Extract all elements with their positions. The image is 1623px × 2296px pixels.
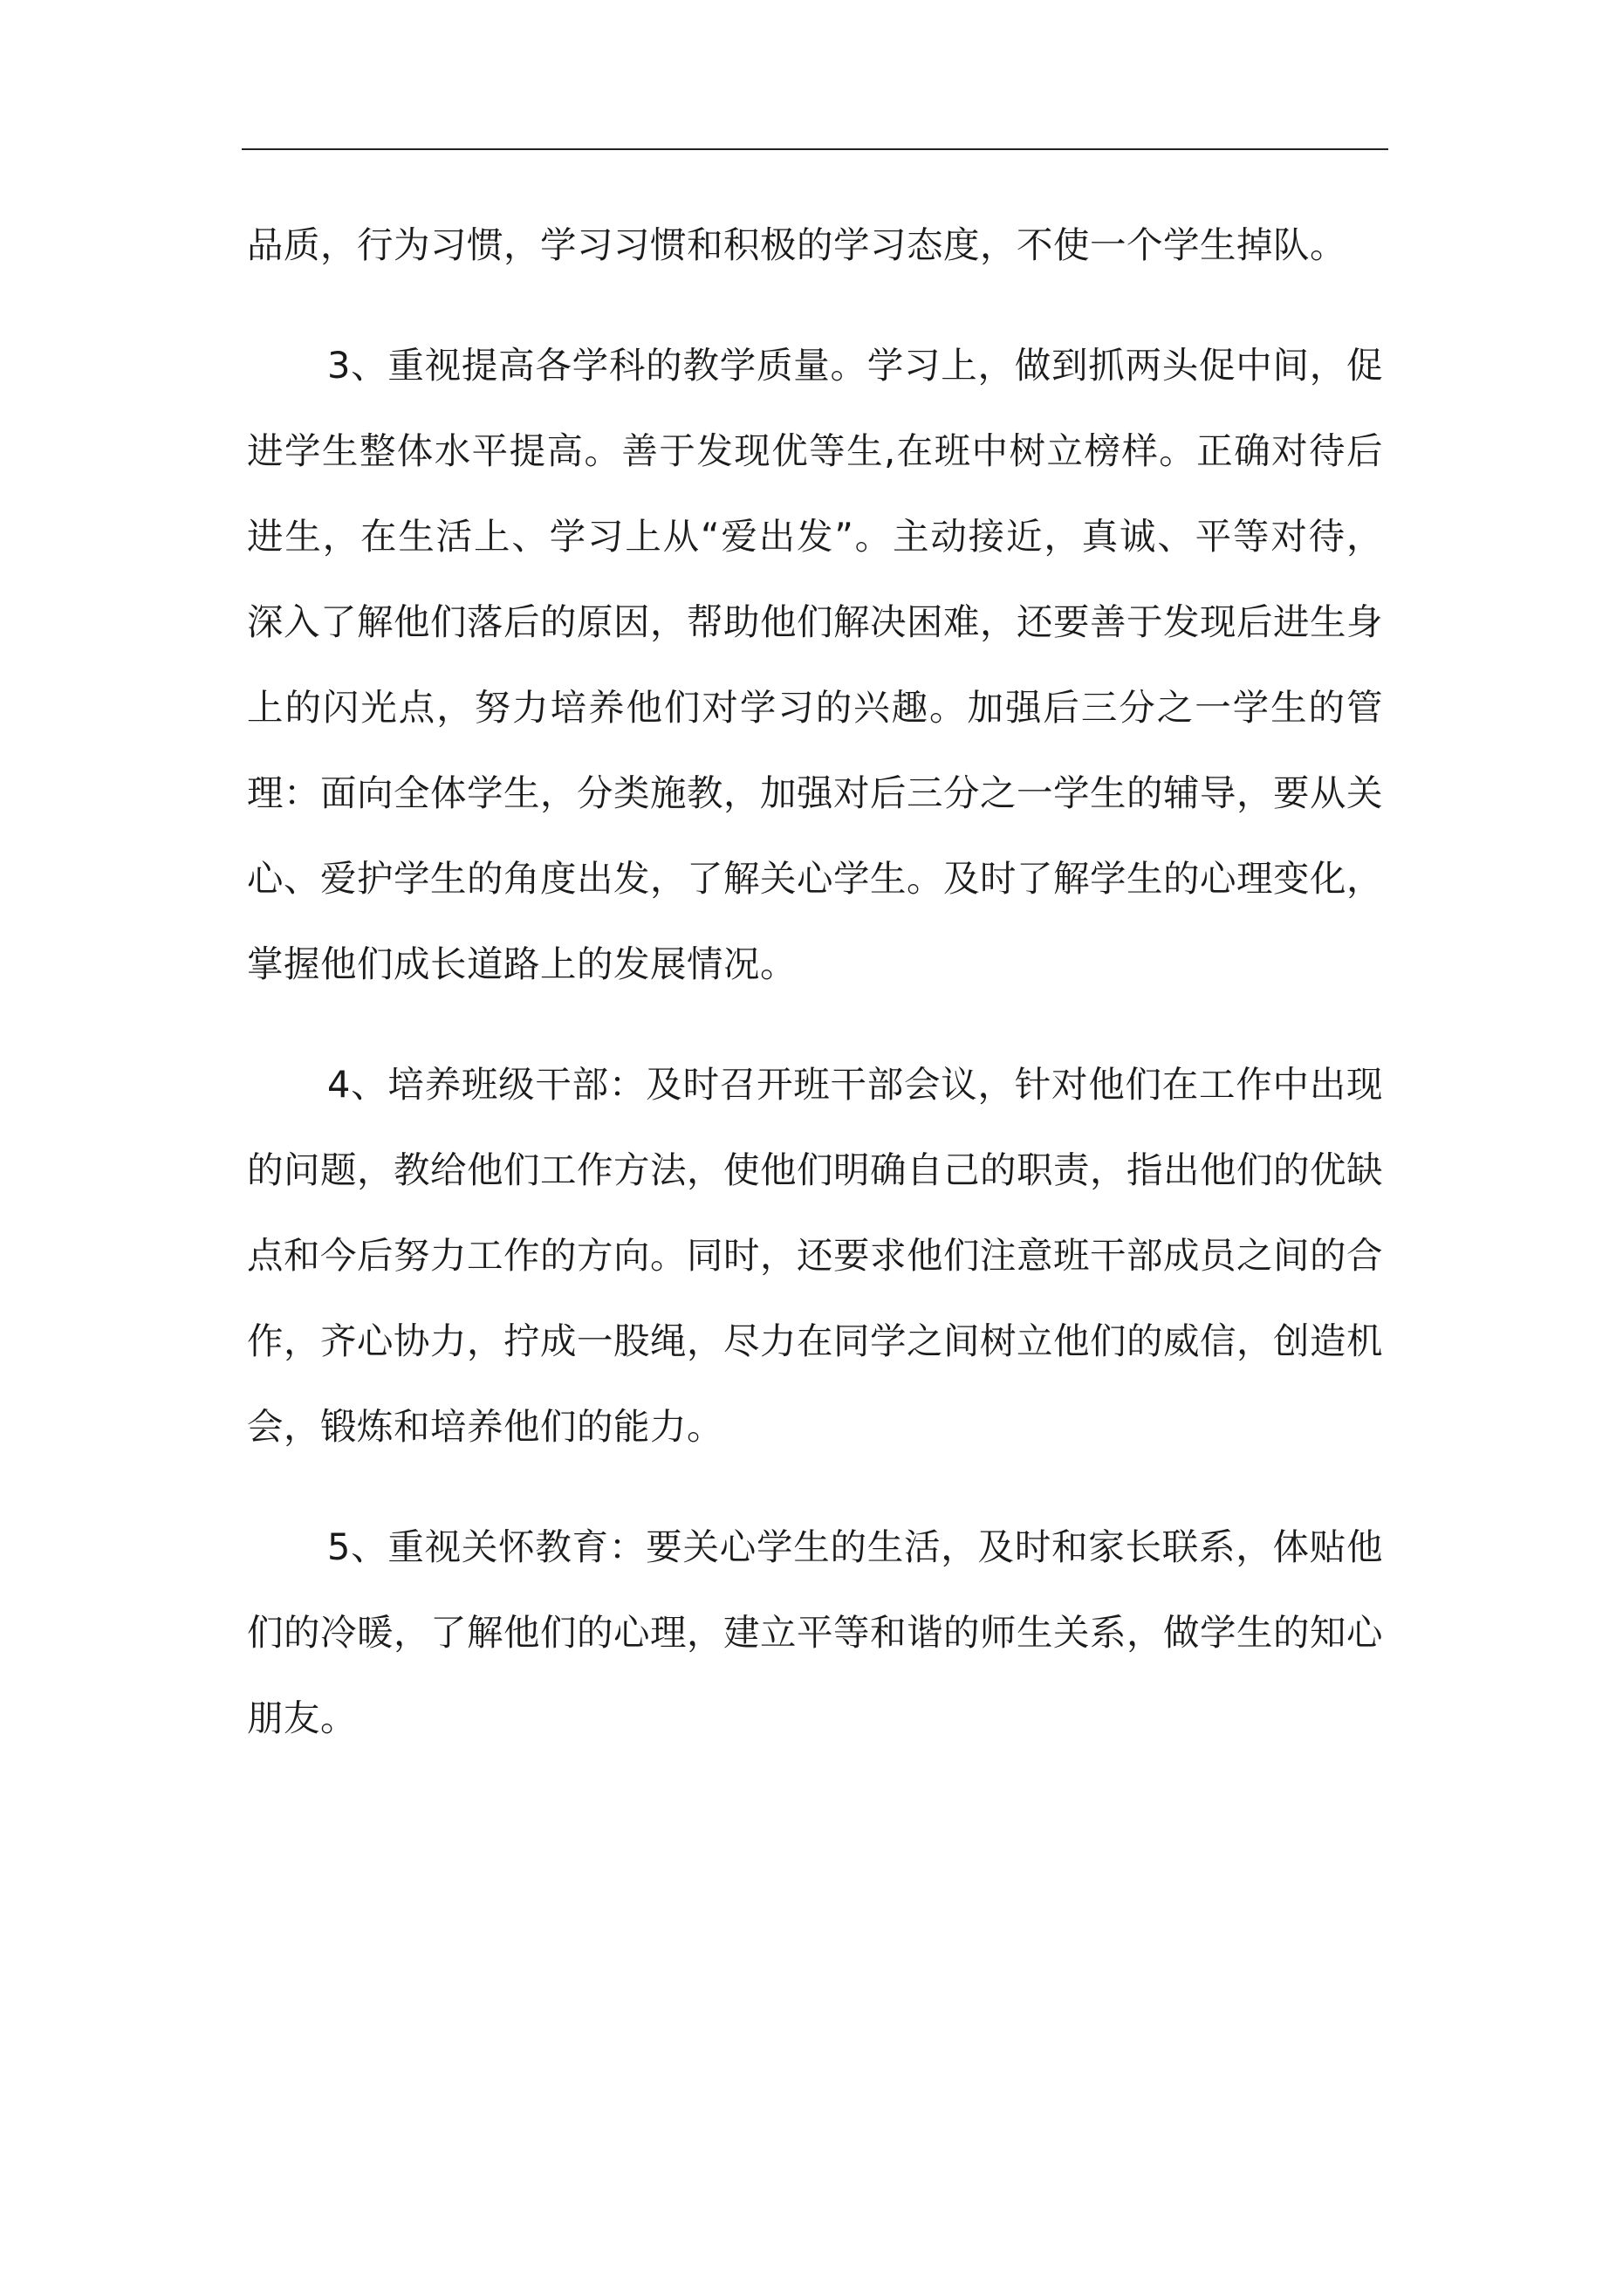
paragraph-item-5: 5、重视关怀教育：要关心学生的生活，及时和家长联系，体贴他们的冷暖，了解他们的心理，建立平等和谐的师生关系，做学生的知心朋友。 [247,1525,1384,1739]
header-rule [242,148,1388,150]
paragraph-item-3: 3、重视提高各学科的教学质量。学习上，做到抓两头促中间，促进学生整体水平提高。善于发现优等生,在班中树立榜样。正确对待后进生，在生活上、学习上从“爱出发”。主动接近，真诚、平等对待，深入了解他们落后的原因，帮助他们解决困难，还要善于发现后进生身上的闪光点，努力培养他们对学习的兴趣。加强后三分之一学生的管理：面向全体学生，分类施教，加强对后三分之一学生的辅导，要从关心、爱护学生的角度出发，了解关心学生。及时了解学生的心理变化，掌握他们成长道路上的发展情况。 [247,344,1384,985]
paragraph-item-4: 4、培养班级干部：及时召开班干部会议，针对他们在工作中出现的问题，教给他们工作方法，使他们明确自己的职责，指出他们的优缺点和今后努力工作的方向。同时，还要求他们注意班干部成员之间的合作，齐心协力，拧成一股绳，尽力在同学之间树立他们的威信，创造机会，锻炼和培养他们的能力。 [247,1063,1384,1448]
paragraph-continuation: 品质，行为习惯，学习习惯和积极的学习态度，不使一个学生掉队。 [247,223,1347,266]
document-body [247,202,1383,1761]
